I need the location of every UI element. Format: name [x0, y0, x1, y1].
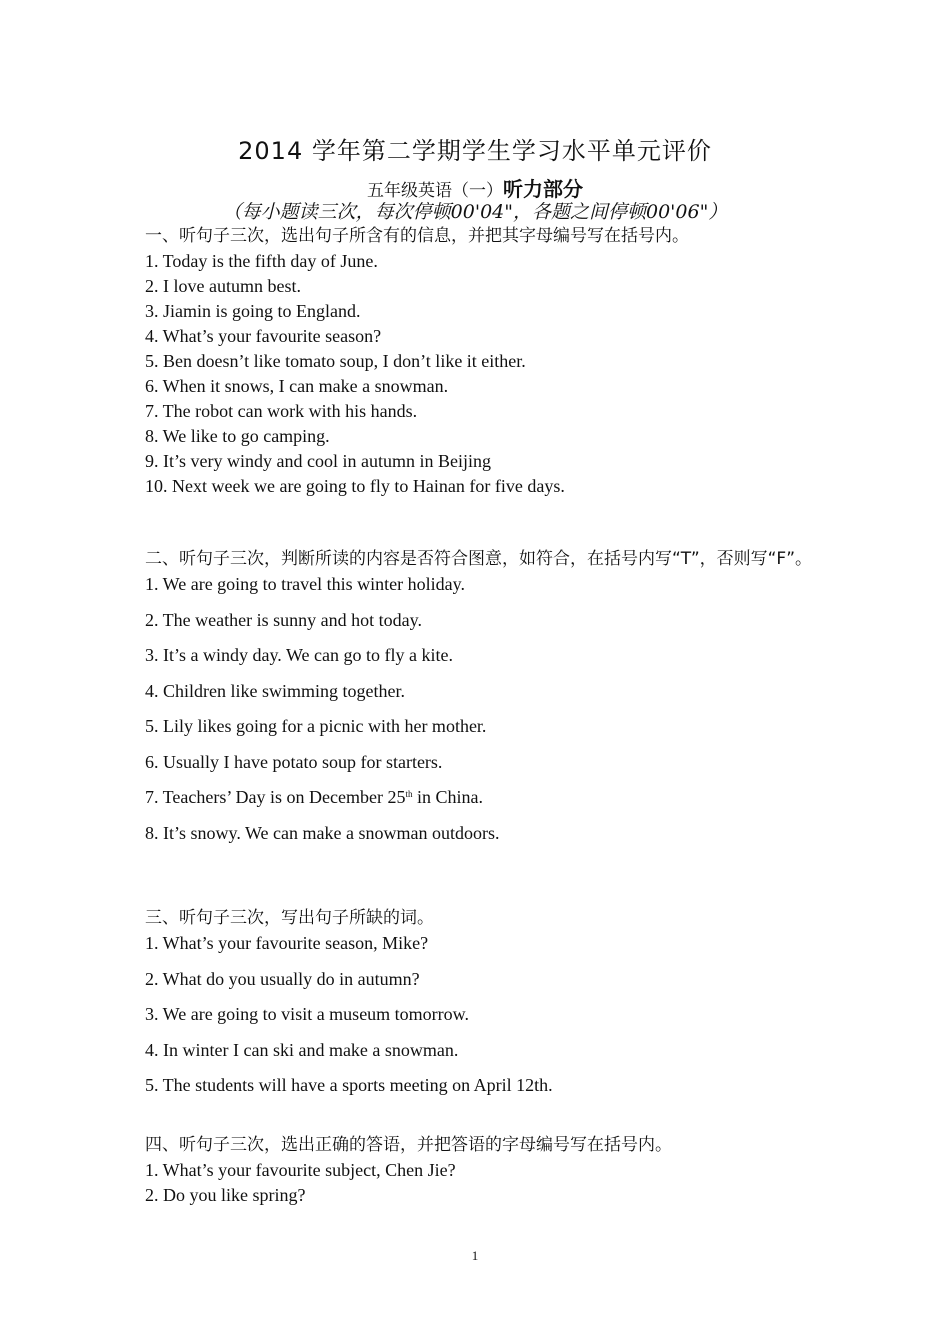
section-2-heading: 二、听句子三次，判断所读的内容是否符合图意，如符合，在括号内写“T”，否则写“F”。 — [145, 549, 813, 569]
list-item: 3. It’s a windy day. We can go to fly a kite. — [145, 645, 453, 665]
list-item: 3. Jiamin is going to England. — [145, 301, 361, 321]
subtitle-bold: 听力部分 — [503, 177, 583, 201]
item-7-text-end: in China. — [412, 787, 483, 807]
section-1-heading: 一、听句子三次，选出句子所含有的信息，并把其字母编号写在括号内。 — [145, 226, 689, 246]
list-item: 1. What’s your favourite subject, Chen Jie? — [145, 1160, 456, 1180]
list-item: 1. What’s your favourite season, Mike? — [145, 933, 429, 953]
list-item: 5. Lily likes going for a picnic with her mother. — [145, 716, 487, 736]
ordinal-superscript: th — [405, 789, 413, 799]
list-item: 4. What’s your favourite season? — [145, 326, 382, 346]
page-title: 2014 学年第二学期学生学习水平单元评价 — [238, 137, 712, 165]
section-4 — [145, 1133, 825, 1208]
list-item: 7. The robot can work with his hands. — [145, 401, 418, 421]
list-item: 5. The students will have a sports meeting on April 12th. — [145, 1075, 553, 1095]
list-item: 1. We are going to travel this winter holiday. — [145, 574, 465, 594]
list-item: 1. Today is the fifth day of June. — [145, 251, 378, 271]
section-4-heading: 四、听句子三次，选出正确的答语，并把答语的字母编号写在括号内。 — [145, 1135, 672, 1155]
list-item: 6. When it snows, I can make a snowman. — [145, 376, 449, 396]
list-item: 2. I love autumn best. — [145, 276, 301, 296]
list-item: 6. Usually I have potato soup for starters. — [145, 751, 443, 772]
list-item — [145, 785, 825, 821]
section-1 — [145, 224, 825, 499]
list-item: 10. Next week we are going to fly to Hainan for five days. — [145, 476, 565, 496]
list-item: 4. Children like swimming together. — [145, 680, 405, 701]
subtitle-prefix: 五年级英语（一） — [367, 181, 503, 201]
list-item: 5. Ben doesn’t like tomato soup, I don’t like it either. — [145, 351, 526, 371]
list-item: 2. What do you usually do in autumn? — [145, 968, 420, 989]
section-2 — [145, 547, 825, 856]
list-item: 9. It’s very windy and cool in autumn in Beijing — [145, 451, 491, 471]
section-3 — [145, 906, 825, 1109]
page-number: 1 — [471, 1248, 479, 1263]
list-item: 2. Do you like spring? — [145, 1185, 306, 1205]
list-item: 4. In winter I can ski and make a snowman. — [145, 1039, 459, 1060]
list-item: 2. The weather is sunny and hot today. — [145, 609, 422, 630]
list-item: 8. We like to go camping. — [145, 426, 330, 446]
list-item: 8. It’s snowy. We can make a snowman outdoors. — [145, 822, 500, 843]
item-7-text: 7. Teachers’ Day is on December 25 — [145, 787, 406, 807]
timing-note: （每小题读三次，每次停顿00'04"，各题之间停顿00'06"） — [222, 201, 728, 223]
list-item: 3. We are going to visit a museum tomorrow. — [145, 1004, 469, 1024]
section-3-heading: 三、听句子三次，写出句子所缺的词。 — [145, 908, 434, 928]
